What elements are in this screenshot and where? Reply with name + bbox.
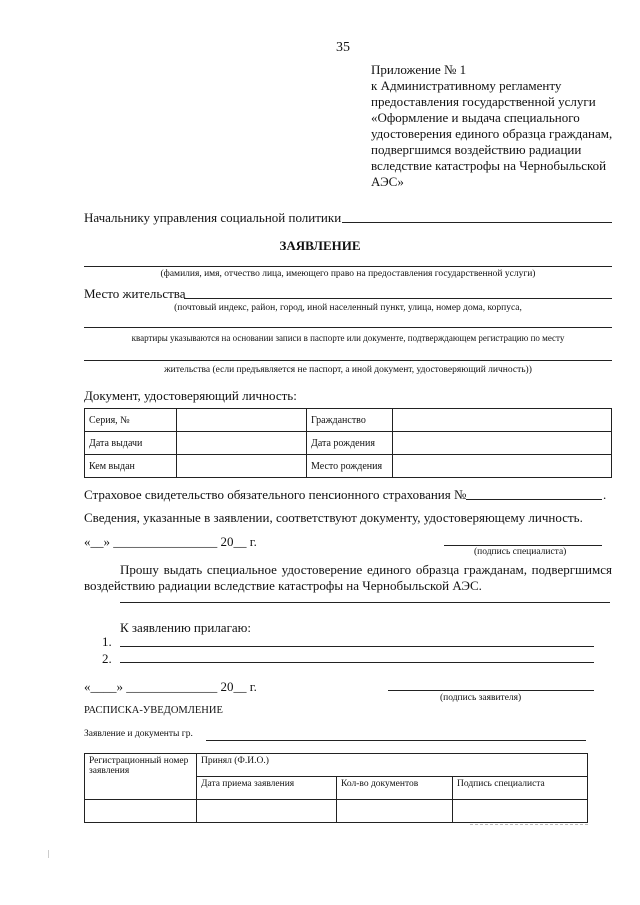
fio-field[interactable] [84,266,612,267]
receipt-cell[interactable] [85,800,197,823]
table-row [85,455,612,478]
addressee-label: Начальнику управления социальной политики [84,210,342,225]
date-line-specialist[interactable]: «__» ________________ 20__ г. [84,534,257,549]
table-row [85,754,588,777]
table-row [85,800,588,823]
id-cell-value[interactable] [393,455,612,478]
id-cell-value[interactable] [393,432,612,455]
addressee-field[interactable] [342,222,612,223]
request-extra-field[interactable] [120,602,610,603]
count-col-header: Кол-во документов [337,777,453,800]
id-cell-value[interactable] [177,432,307,455]
fio-hint: (фамилия, имя, отчество лица, имеющего право на предоставления государственной услуги) [160,269,536,279]
id-doc-table [84,408,612,478]
attach-item-field[interactable] [120,646,594,647]
id-cell-label: Дата рождения [307,432,393,455]
receipt-table [84,753,588,823]
form-title: ЗАЯВЛЕНИЕ [279,238,361,253]
address-hint-1: (почтовый индекс, район, город, иной населенный пункт, улица, номер дома, корпуса, [174,303,522,313]
id-cell-label: Дата выдачи [85,432,177,455]
id-doc-label: Документ, удостоверяющий личность: [84,388,297,403]
receipt-cell[interactable] [453,800,588,823]
id-cell-value[interactable] [177,409,307,432]
address-field-2[interactable] [84,327,612,328]
address-field-3[interactable] [84,360,612,361]
snils-dot: . [603,487,607,502]
address-hint-2: квартиры указываются на основании записи в паспорте или документе, подтверждающем регистрацию по месту [131,333,565,343]
id-cell-label: Серия, № [85,409,177,432]
table-row [85,432,612,455]
appendix-line: АЭС» [371,174,404,189]
receipt-docs-field[interactable] [206,740,586,741]
appendix-line: «Оформление и выдача специального [371,110,580,125]
scan-mark [48,850,49,858]
request-text: Прошу выдать специальное удостоверение единого образца гражданам, подвергшимся воздействию радиации вследствие катастрофы на Чернобыльской АЭС. [84,562,612,593]
scan-mark [470,824,588,825]
id-cell-value[interactable] [177,455,307,478]
receipt-title: РАСПИСКА-УВЕДОМЛЕНИЕ [84,705,223,716]
appendix-line: к Административному регламенту [371,78,562,93]
appendix-block [371,62,612,190]
page-number: 35 [336,40,350,55]
receipt-docs-label: Заявление и документы гр. [84,729,193,739]
receipt-cell[interactable] [337,800,453,823]
applicant-sign-hint: (подпись заявителя) [440,693,522,703]
address-hint-3: жительства (если предъявляется не паспорт, а иной документ, удостоверяющий личность)) [164,365,532,375]
reg-number-header: Регистрационный номер заявления [85,754,197,800]
applicant-signature-field[interactable] [388,690,594,691]
table-row [85,409,612,432]
attach-item-number: 2. [102,651,112,666]
appendix-line: удостоверения единого образца гражданам, [371,126,613,141]
appendix-line: вследствие катастрофы на Чернобыльской [371,158,607,173]
id-cell-label: Гражданство [307,409,393,432]
attach-item-field[interactable] [120,662,594,663]
sign-col-header: Подпись специалиста [453,777,588,800]
id-cell-label: Кем выдан [85,455,177,478]
attach-label: К заявлению прилагаю: [120,620,252,635]
accepted-by-header: Принял (Ф.И.О.) [197,754,588,777]
snils-label: Страховое свидетельство обязательного пенсионного страхования № [84,487,467,502]
appendix-line: Приложение № 1 [371,62,467,77]
confirm-text: Сведения, указанные в заявлении, соответствуют документу, удостоверяющему личность. [84,510,583,525]
snils-field[interactable] [466,499,602,500]
date-col-header: Дата приема заявления [197,777,337,800]
appendix-line: подвергшимся воздействию радиации [371,142,582,157]
residence-label: Место жительства [84,286,186,301]
residence-field[interactable] [184,298,612,299]
attach-item-number: 1. [102,634,112,649]
appendix-line: предоставления государственной услуги [371,94,596,109]
date-line-applicant[interactable]: «____» ______________ 20__ г. [84,679,257,694]
receipt-cell[interactable] [197,800,337,823]
specialist-sign-hint: (подпись специалиста) [474,547,567,557]
id-cell-label: Место рождения [307,455,393,478]
id-cell-value[interactable] [393,409,612,432]
